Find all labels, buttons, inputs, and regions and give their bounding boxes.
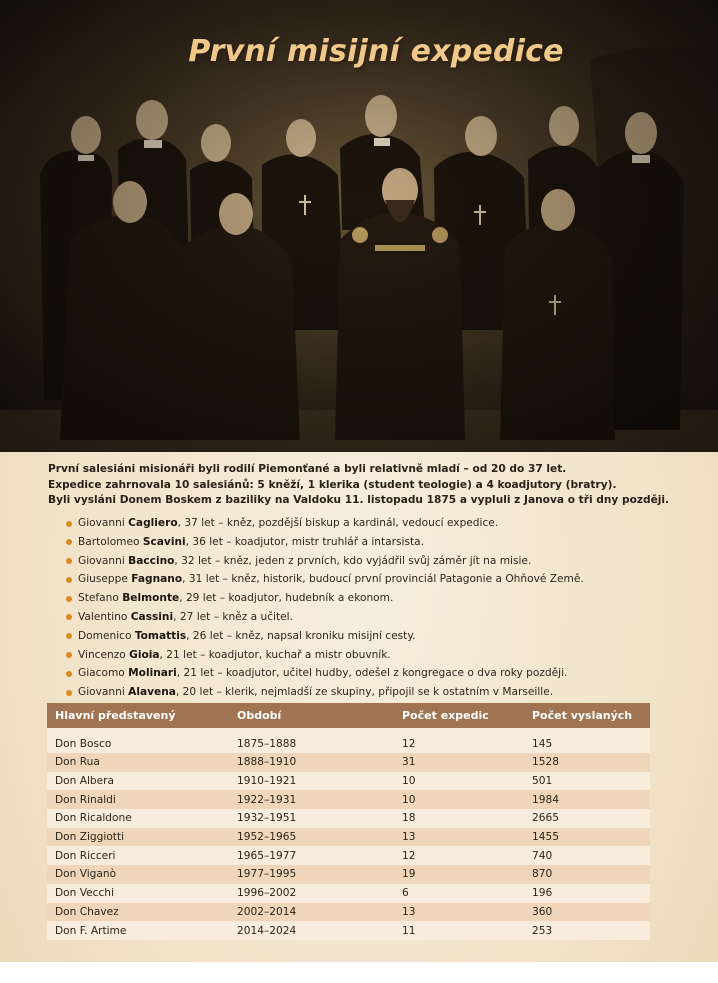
member-description: , 31 let – kněz, historik, budoucí první provinciál Patagonie a Ohňové Země.: [182, 573, 584, 586]
cell-rector: Don Viganò: [47, 865, 229, 884]
cell-sent: 1455: [524, 828, 650, 847]
cell-sent: 2665: [524, 809, 650, 828]
bullet-icon: [66, 558, 72, 564]
member-last-name: Gioia: [129, 648, 160, 661]
cell-expeditions: 10: [394, 790, 524, 809]
cell-sent: 253: [524, 921, 650, 940]
cell-expeditions: 12: [394, 846, 524, 865]
cell-rector: Don Ziggiotti: [47, 828, 229, 847]
members-list: [66, 516, 706, 704]
cell-period: 1922–1931: [229, 790, 394, 809]
member-description: , 21 let – koadjutor, kuchař a mistr obuvník.: [159, 648, 391, 661]
member-first-name: Giovanni: [78, 686, 125, 699]
cell-expeditions: 13: [394, 903, 524, 922]
cell-rector: Don Chavez: [47, 903, 229, 922]
cell-rector: Don Albera: [47, 772, 229, 791]
bullet-icon: [66, 539, 72, 545]
table-row: [47, 753, 650, 772]
bullet-icon: [66, 652, 72, 658]
member-last-name: Belmonte: [122, 592, 180, 605]
member-last-name: Fagnano: [131, 573, 183, 586]
member-description: , 21 let – koadjutor, učitel hudby, odešel z kongregace o dva roky později.: [176, 667, 568, 680]
cell-expeditions: 10: [394, 772, 524, 791]
list-item: [66, 685, 706, 704]
cell-period: 1875–1888: [229, 728, 394, 753]
page-title: První misijní expedice: [188, 34, 564, 69]
intro-text: [48, 462, 708, 509]
table-row: [47, 903, 650, 922]
cell-period: 1910–1921: [229, 772, 394, 791]
cell-expeditions: 6: [394, 884, 524, 903]
list-item: [66, 554, 706, 573]
cell-rector: Don Rua: [47, 753, 229, 772]
bullet-icon: [66, 577, 72, 583]
cell-sent: 196: [524, 884, 650, 903]
cell-rector: Don Bosco: [47, 728, 229, 753]
cell-rector: Don Ricaldone: [47, 809, 229, 828]
cell-rector: Don Ricceri: [47, 846, 229, 865]
member-first-name: Domenico: [78, 629, 132, 642]
member-last-name: Alavena: [128, 686, 176, 699]
intro-line: První salesiáni misionáři byli rodilí Piemonťané a byli relativně mladí – od 20 do 37 let.: [48, 463, 567, 475]
bullet-icon: [66, 633, 72, 639]
cell-expeditions: 19: [394, 865, 524, 884]
intro-line: Expedice zahrnovala 10 salesiánů: 5 kněží, 1 klerika (student teologie) a 4 koadjutory (bratry).: [48, 478, 617, 491]
group-photo: [0, 0, 718, 452]
intro-line: Byli vysláni Donem Boskem z baziliky na Valdoku 11. listopadu 1875 a vypluli z Janova o tři dny později.: [48, 494, 670, 506]
column-header: Počet expedic: [394, 703, 524, 728]
table-row: [47, 884, 650, 903]
member-last-name: Molinari: [128, 667, 177, 680]
bullet-icon: [66, 596, 72, 602]
list-item: [66, 535, 706, 554]
member-description: , 32 let – kněz, jeden z prvních, kdo vyjádřil svůj záměr jít na misie.: [174, 554, 532, 567]
member-last-name: Cagliero: [128, 517, 178, 529]
list-item: [66, 516, 706, 535]
member-description: , 36 let – koadjutor, mistr truhlář a intarsista.: [185, 535, 424, 548]
member-first-name: Giacomo: [78, 667, 125, 680]
member-first-name: Giuseppe: [78, 573, 128, 586]
member-last-name: Baccino: [128, 554, 175, 567]
member-first-name: Stefano: [78, 592, 119, 605]
bullet-icon: [66, 521, 72, 527]
cell-period: 1977–1995: [229, 865, 394, 884]
cell-period: 2014–2024: [229, 921, 394, 940]
table-row: [47, 865, 650, 884]
table-row: [47, 921, 650, 940]
member-description: , 29 let – koadjutor, hudebník a ekonom.: [179, 592, 394, 605]
bullet-icon: [66, 690, 72, 696]
member-description: , 20 let – klerik, nejmladší ze skupiny, připojil se k ostatním v Marseille.: [175, 686, 554, 699]
member-description: , 26 let – kněz, napsal kroniku misijní cesty.: [186, 629, 416, 642]
list-item: [66, 666, 706, 685]
cell-period: 1932–1951: [229, 809, 394, 828]
list-item: [66, 648, 706, 667]
member-last-name: Tomattis: [134, 629, 187, 642]
cell-sent: 1984: [524, 790, 650, 809]
list-item: [66, 629, 706, 648]
member-last-name: Cassini: [130, 610, 174, 623]
column-header: Počet vyslaných: [524, 703, 650, 728]
member-description: , 27 let – kněz a učitel.: [173, 610, 293, 623]
member-description: , 37 let – kněz, pozdější biskup a kardinál, vedoucí expedice.: [177, 517, 499, 529]
cell-expeditions: 11: [394, 921, 524, 940]
member-first-name: Bartolomeo: [78, 535, 140, 548]
cell-period: 2002–2014: [229, 903, 394, 922]
cell-rector: Don Rinaldi: [47, 790, 229, 809]
bullet-icon: [66, 614, 72, 620]
list-item: [66, 572, 706, 591]
table-row: [47, 728, 650, 753]
cell-sent: 870: [524, 865, 650, 884]
cell-period: 1888–1910: [229, 753, 394, 772]
cell-rector: Don F. Artime: [47, 921, 229, 940]
table-row: [47, 809, 650, 828]
member-first-name: Valentino: [78, 610, 128, 623]
column-header: Období: [229, 703, 394, 728]
cell-expeditions: 18: [394, 809, 524, 828]
cell-rector: Don Vecchi: [47, 884, 229, 903]
cell-period: 1996–2002: [229, 884, 394, 903]
member-first-name: Vincenzo: [78, 648, 126, 661]
cell-period: 1952–1965: [229, 828, 394, 847]
member-first-name: Giovanni: [78, 517, 125, 529]
cell-period: 1965–1977: [229, 846, 394, 865]
table-row: [47, 846, 650, 865]
cell-expeditions: 12: [394, 728, 524, 753]
bullet-icon: [66, 671, 72, 677]
table-row: [47, 790, 650, 809]
cell-expeditions: 31: [394, 753, 524, 772]
cell-expeditions: 13: [394, 828, 524, 847]
list-item: [66, 591, 706, 610]
cell-sent: 360: [524, 903, 650, 922]
list-item: [66, 610, 706, 629]
cell-sent: 1528: [524, 753, 650, 772]
cell-sent: 145: [524, 728, 650, 753]
table-header-row: [47, 703, 650, 728]
cell-sent: 501: [524, 772, 650, 791]
table-row: [47, 828, 650, 847]
cell-sent: 740: [524, 846, 650, 865]
member-first-name: Giovanni: [78, 554, 125, 567]
rectors-table: [47, 703, 650, 940]
column-header: Hlavní představený: [47, 703, 229, 728]
member-last-name: Scavini: [142, 535, 186, 548]
table-row: [47, 772, 650, 791]
